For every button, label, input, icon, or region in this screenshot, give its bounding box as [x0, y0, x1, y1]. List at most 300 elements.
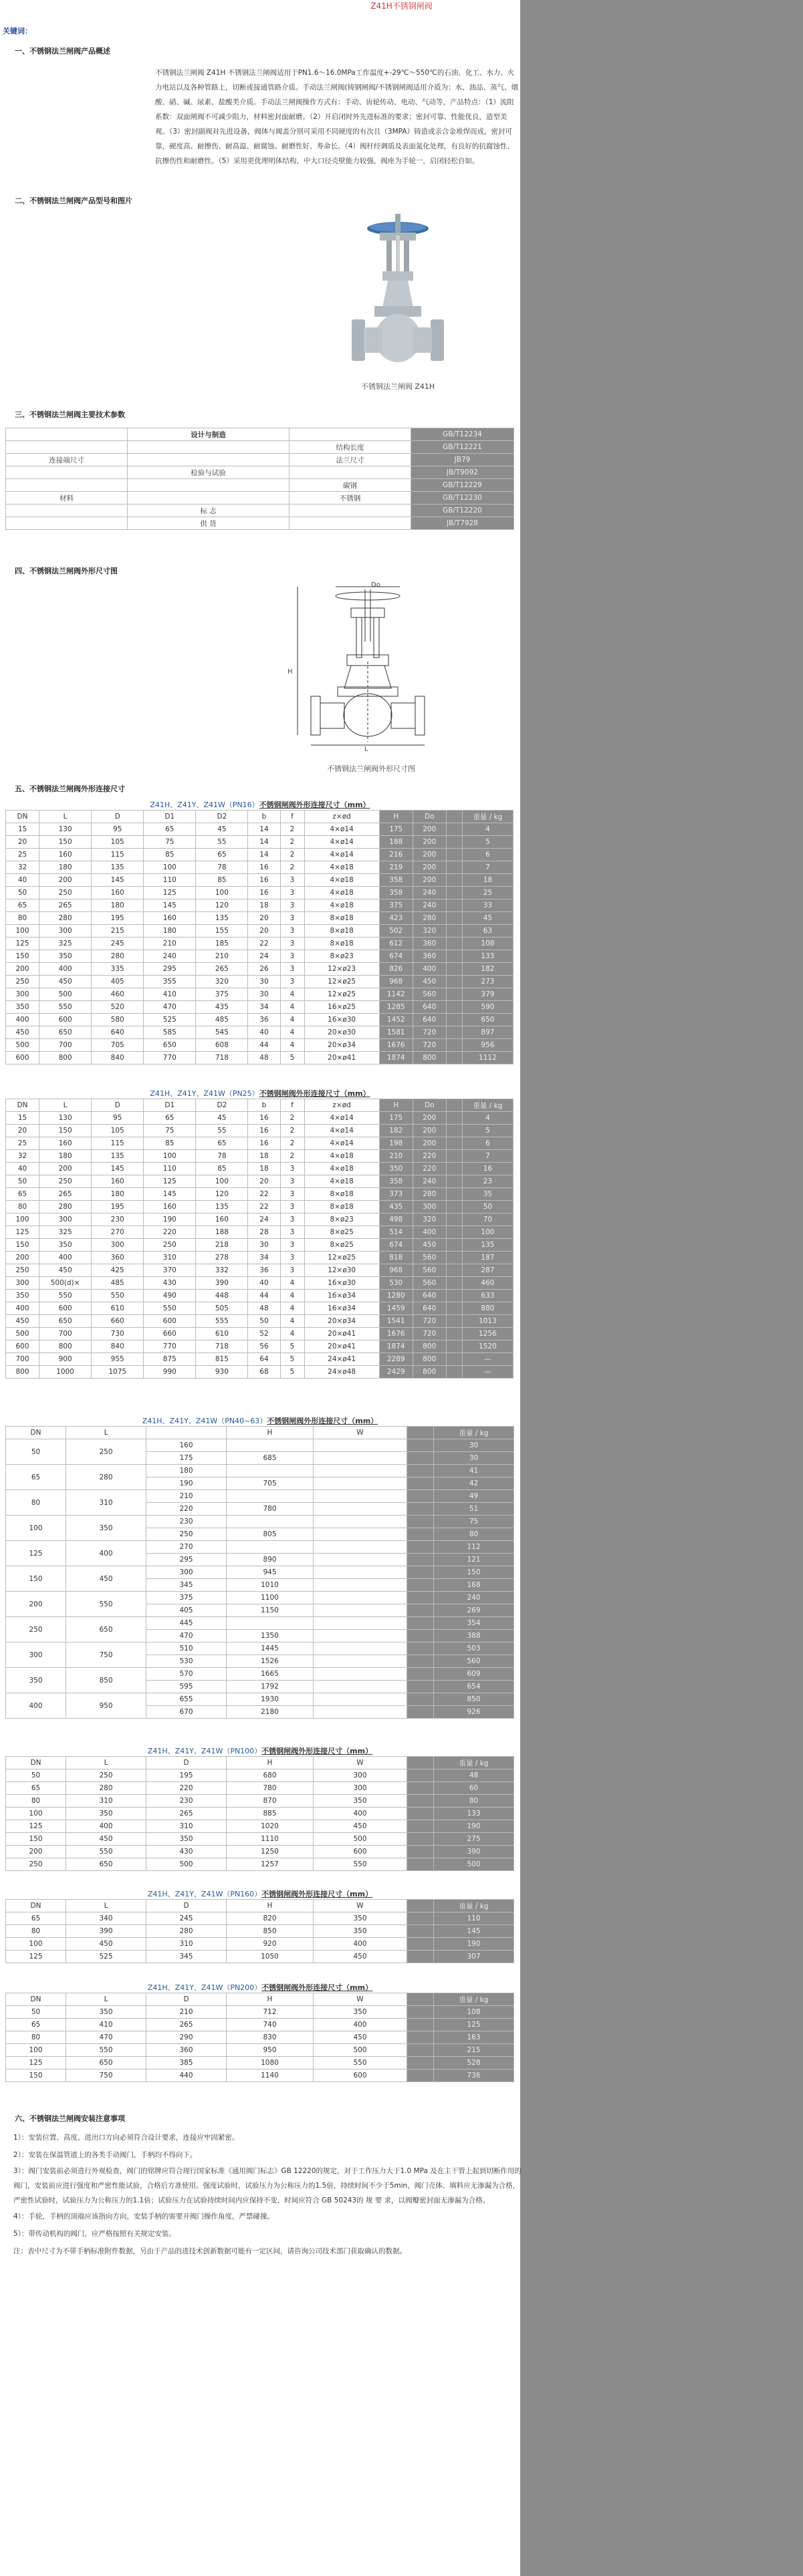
table-cell: 800: [413, 1366, 446, 1379]
table-row: [6, 1465, 514, 1477]
table-cell: H: [227, 1900, 314, 1912]
table-cell: 8×ø18: [304, 1201, 379, 1213]
table-cell: 44: [248, 1039, 280, 1052]
table-cell: 105: [92, 836, 144, 849]
table-cell: 200: [6, 1252, 39, 1264]
table-cell: 重量 / kg: [434, 1757, 514, 1769]
table-cell: 609: [434, 1668, 514, 1681]
table-cell: [407, 1951, 434, 1963]
table-cell: 360: [413, 938, 446, 950]
table-cell: 945: [227, 1566, 314, 1579]
table-cell: 56: [248, 1340, 280, 1353]
table-row: [6, 517, 514, 530]
table-row: [6, 938, 513, 950]
table-cell: 16: [248, 861, 280, 874]
table-cell: 358: [379, 1175, 413, 1188]
table-cell: DN: [6, 1900, 66, 1912]
table-row: [6, 1490, 514, 1503]
table-cell: 950: [66, 1693, 146, 1719]
table-cell: 163: [434, 2031, 514, 2044]
table-row: [6, 1026, 513, 1039]
table-cell: 360: [413, 950, 446, 963]
table-cell: 750: [66, 2069, 146, 2082]
table-cell: 75: [144, 1125, 196, 1137]
table-cell: 1050: [227, 1951, 314, 1963]
table-row: [6, 1039, 513, 1052]
table-cell: 300: [314, 1769, 407, 1782]
table-cell: L: [39, 811, 92, 823]
table-cell: [407, 1782, 434, 1795]
table-cell: 440: [146, 2069, 227, 2082]
table-cell: 35: [462, 1188, 513, 1201]
table-cell: 470: [146, 1630, 227, 1642]
table-cell: 1452: [379, 1014, 413, 1026]
table-cell: 400: [314, 2019, 407, 2031]
table-cell: 335: [92, 963, 144, 976]
table-cell: 80: [6, 1490, 66, 1516]
table-cell: 215: [92, 925, 144, 938]
table-cell: W: [314, 1757, 407, 1769]
table-row: [6, 466, 514, 479]
table-cell: 270: [92, 1226, 144, 1239]
table-cell: 60: [434, 1782, 514, 1795]
table-cell: 18: [248, 1150, 280, 1163]
table-cell: 770: [144, 1052, 196, 1064]
table-cell: GB/T12229: [411, 479, 514, 492]
table-cell: [407, 1566, 434, 1579]
table-cell: 100: [6, 1938, 66, 1951]
table-cell: 8×ø18: [304, 912, 379, 925]
table-cell: 300: [6, 1642, 66, 1668]
table-cell: 360: [146, 2044, 227, 2057]
table-cell: 150: [6, 950, 39, 963]
table-cell: 800: [413, 1353, 446, 1366]
table-cell: 550: [66, 1846, 146, 1858]
table-cell: 20: [248, 1175, 280, 1188]
keyword-label: 关键词：: [3, 27, 32, 35]
table-cell: 4: [462, 1112, 513, 1125]
table-cell: [446, 811, 462, 823]
table-cell: 1459: [379, 1302, 413, 1315]
table-cell: 160: [196, 1213, 248, 1226]
table-cell: 400: [413, 1226, 446, 1239]
table-cell: 4×ø14: [304, 1112, 379, 1125]
table-cell: [146, 1427, 227, 1439]
table-cell: 4: [280, 1328, 304, 1340]
table-cell: 300: [39, 1213, 92, 1226]
table-cell: 70: [462, 1213, 513, 1226]
table-cell: 1000: [39, 1366, 92, 1379]
table-cell: 125: [144, 1175, 196, 1188]
table-cell: 52: [248, 1328, 280, 1340]
table-cell: 重量 / kg: [462, 1099, 513, 1112]
table-cell: [446, 1252, 462, 1264]
table-cell: 200: [39, 1163, 92, 1175]
table-cell: 400: [413, 963, 446, 976]
table-cell: [407, 1938, 434, 1951]
table-cell: 50: [6, 1175, 39, 1188]
table-cell: 48: [248, 1302, 280, 1315]
table-cell: 390: [434, 1846, 514, 1858]
table-cell: 3: [280, 938, 304, 950]
table-cell: 210: [379, 1150, 413, 1163]
table-row: [6, 1328, 513, 1340]
table-cell: W: [314, 1900, 407, 1912]
table-cell: H: [227, 1993, 314, 2006]
table-cell: [314, 1655, 407, 1668]
table-cell: 400: [6, 1302, 39, 1315]
table-cell: 385: [146, 2057, 227, 2069]
table-cell: 110: [144, 874, 196, 887]
table-cell: 155: [196, 925, 248, 938]
table-cell: 650: [144, 1039, 196, 1052]
table-cell: f: [280, 811, 304, 823]
table-row: [6, 1052, 513, 1064]
table-cell: 65: [6, 1188, 39, 1201]
table-cell: 50: [6, 1439, 66, 1465]
table-row: [6, 1439, 514, 1452]
table-cell: 51: [434, 1503, 514, 1516]
table-cell: 530: [146, 1655, 227, 1668]
table-cell: [407, 1833, 434, 1846]
table-cell: 220: [144, 1226, 196, 1239]
table-cell: 2180: [227, 1706, 314, 1719]
table-cell: 175: [379, 823, 413, 836]
table-cell: 300: [92, 1239, 144, 1252]
table-cell: H: [227, 1427, 314, 1439]
table-cell: [446, 874, 462, 887]
table-cell: 3: [280, 1264, 304, 1277]
table-cell: 650: [66, 1617, 146, 1642]
table-cell: 4×ø18: [304, 874, 379, 887]
table-cell: 350: [314, 2006, 407, 2019]
right-gray-panel: [520, 0, 803, 2576]
table-cell: [446, 849, 462, 861]
table-cell: 20: [6, 1125, 39, 1137]
table-cell: 12×ø23: [304, 963, 379, 976]
table-cell: [446, 1277, 462, 1290]
table-cell: b: [248, 811, 280, 823]
table-cell: 3: [280, 899, 304, 912]
table-cell: 100: [6, 1808, 66, 1820]
table-cell: 730: [92, 1328, 144, 1340]
table-cell: [227, 1490, 314, 1503]
table-cell: 8×ø18: [304, 1188, 379, 1201]
table-cell: 633: [462, 1290, 513, 1302]
table-cell: 4×ø14: [304, 1137, 379, 1150]
table-cell: 815: [196, 1353, 248, 1366]
table-cell: GB/T12230: [411, 492, 514, 505]
table-cell: 40: [248, 1026, 280, 1039]
table-cell: Do: [413, 811, 446, 823]
table-cell: [407, 2006, 434, 2019]
table-cell: 310: [66, 1795, 146, 1808]
table-cell: 16×ø34: [304, 1290, 379, 1302]
table-cell: 736: [434, 2069, 514, 2082]
table-cell: 580: [92, 1014, 144, 1026]
table-cell: [407, 2031, 434, 2044]
table-cell: 80: [6, 1795, 66, 1808]
table-cell: 100: [6, 925, 39, 938]
install-notes: [13, 2129, 522, 2260]
table-cell: 125: [434, 2019, 514, 2031]
table-row: [6, 1668, 514, 1681]
table-cell: JB79: [411, 454, 514, 466]
table-cell: 650: [66, 1858, 146, 1871]
table-row: [6, 1938, 514, 1951]
table-cell: 430: [146, 1846, 227, 1858]
table-cell: 240: [413, 1175, 446, 1188]
table-cell: 16: [248, 1112, 280, 1125]
table-pn40: [5, 1426, 514, 1719]
table-row: [6, 963, 513, 976]
table-cell: 145: [434, 1925, 514, 1938]
table-cell: 2: [280, 823, 304, 836]
table-cell: [446, 1302, 462, 1315]
table-cell: 505: [196, 1302, 248, 1315]
table-cell: 100: [6, 1516, 66, 1541]
table-cell: 连接端尺寸: [6, 454, 128, 466]
table-cell: 4: [280, 1302, 304, 1315]
table-cell: 64: [248, 1353, 280, 1366]
table-cell: D2: [196, 811, 248, 823]
table-cell: 705: [92, 1039, 144, 1052]
table-cell: [446, 1188, 462, 1201]
table-cell: 1541: [379, 1315, 413, 1328]
table-cell: 1445: [227, 1642, 314, 1655]
table-cell: 800: [413, 1340, 446, 1353]
table-cell: 8×ø25: [304, 1239, 379, 1252]
table-row: [6, 1693, 514, 1706]
table-cell: 40: [248, 1277, 280, 1290]
table-cell: 188: [196, 1226, 248, 1239]
table-cell: 528: [434, 2057, 514, 2069]
table-cell: 250: [6, 976, 39, 988]
table-cell: [407, 1681, 434, 1693]
table-cell: GB/T12234: [411, 428, 514, 441]
table-cell: 325: [39, 938, 92, 950]
table-cell: 4×ø18: [304, 1175, 379, 1188]
table-cell: 670: [146, 1706, 227, 1719]
section-dimension-heading: 四、不锈钢法兰闸阀外形尺寸图: [15, 567, 118, 575]
table-row: [6, 1277, 513, 1290]
table-row: [6, 1951, 514, 1963]
table-cell: [314, 1693, 407, 1706]
table-cell: 25: [6, 849, 39, 861]
table-cell: 375: [379, 899, 413, 912]
table-cell: [128, 492, 290, 505]
table-cell: 530: [379, 1277, 413, 1290]
table-cell: 3: [280, 874, 304, 887]
table-cell: 740: [227, 2019, 314, 2031]
table-cell: 3: [280, 976, 304, 988]
table-cell: 108: [462, 938, 513, 950]
table-cell: —: [462, 1353, 513, 1366]
table-cell: 1874: [379, 1052, 413, 1064]
table-pn25-title: Z41H、Z41Y、Z41W（PN25）不锈钢闸阀外形连接尺寸（mm）: [150, 1089, 370, 1098]
dimension-caption: 不锈钢法兰闸阀外形尺寸图: [327, 764, 415, 773]
table-cell: 525: [144, 1014, 196, 1026]
table-row: [6, 2057, 514, 2069]
table-cell: [446, 1175, 462, 1188]
table-cell: 550: [314, 1858, 407, 1871]
table-cell: 2: [280, 836, 304, 849]
table-cell: 250: [39, 887, 92, 899]
table-cell: 350: [379, 1163, 413, 1175]
table-row: [6, 1617, 514, 1630]
table-cell: 150: [6, 1566, 66, 1592]
table-cell: [407, 1554, 434, 1566]
dim-label-l: L: [364, 746, 368, 753]
table-cell: 5: [462, 1125, 513, 1137]
table-cell: 45: [196, 1112, 248, 1125]
table-cell: 4: [280, 1039, 304, 1052]
table-cell: 200: [413, 836, 446, 849]
table-cell: 42: [434, 1477, 514, 1490]
table-cell: 550: [92, 1290, 144, 1302]
table-row: [6, 976, 513, 988]
table-cell: [446, 976, 462, 988]
table-cell: [227, 1439, 314, 1452]
table-cell: 24×ø41: [304, 1353, 379, 1366]
table-cell: 4×ø18: [304, 1163, 379, 1175]
table-cell: 818: [379, 1252, 413, 1264]
table-cell: f: [280, 1099, 304, 1112]
table-cell: 712: [227, 2006, 314, 2019]
section-install-heading: 六、不锈钢法兰闸阀安装注意事项: [15, 2114, 125, 2123]
table-cell: 920: [227, 1938, 314, 1951]
table-cell: 20×ø34: [304, 1039, 379, 1052]
table-cell: 22: [248, 1201, 280, 1213]
table-cell: 55: [196, 836, 248, 849]
table-cell: [446, 1264, 462, 1277]
table-cell: 278: [196, 1252, 248, 1264]
table-cell: 240: [144, 950, 196, 963]
table-cell: 110: [434, 1912, 514, 1925]
table-cell: [314, 1528, 407, 1541]
table-cell: [407, 1769, 434, 1782]
install-note: 3）：阀门安装前必须进行外观检查，阀门的铭牌应符合现行国家标准《通用阀门标志》GB 12220的规定，对于工作压力大于1.0 MPa 及在主干管上起到切断作用的阀门，安装前应进行强度和严密性能试验，合格后方准使用。强度试验时，试验压力为公称压力的1.5倍，持续时间不少于5min，阀门壳体、填料应无渗漏为合格，严密性试验时，试验压力为公称压力的1.1倍；试验压力在试验持续时间内应保持不变，时间应符合 GB 50243的 规 要 求，以阀瓣密封面无渗漏为合格。: [13, 2167, 522, 2204]
table-cell: 75: [144, 836, 196, 849]
table-cell: 16×ø30: [304, 1014, 379, 1026]
table-cell: [128, 454, 290, 466]
table-cell: 600: [39, 1014, 92, 1026]
table-cell: 545: [196, 1026, 248, 1039]
table-cell: [446, 1315, 462, 1328]
table-cell: 4×ø18: [304, 887, 379, 899]
table-cell: 320: [413, 1213, 446, 1226]
table-cell: 269: [434, 1604, 514, 1617]
table-cell: [314, 1465, 407, 1477]
table-cell: 160: [144, 912, 196, 925]
table-cell: [407, 1541, 434, 1554]
table-cell: 640: [413, 1001, 446, 1014]
table-cell: DN: [6, 1993, 66, 2006]
table-cell: [407, 1655, 434, 1668]
table-cell: 3: [280, 887, 304, 899]
table-cell: 180: [144, 925, 196, 938]
table-cell: 3: [280, 1239, 304, 1252]
table-cell: 600: [144, 1315, 196, 1328]
table-cell: 500: [314, 2044, 407, 2057]
table-cell: 145: [144, 1188, 196, 1201]
table-cell: [227, 1465, 314, 1477]
table-cell: 108: [434, 2006, 514, 2019]
table-cell: 770: [144, 1340, 196, 1353]
table-cell: [446, 963, 462, 976]
table-cell: L: [66, 1900, 146, 1912]
table-cell: W: [314, 1427, 407, 1439]
table-cell: JB/T9092: [411, 466, 514, 479]
table-cell: 460: [92, 988, 144, 1001]
table-cell: 1140: [227, 2069, 314, 2082]
table-cell: [290, 428, 411, 441]
table-row: [6, 1846, 514, 1858]
table-cell: 250: [66, 1769, 146, 1782]
table-cell: 560: [413, 988, 446, 1001]
table-cell: 130: [39, 1112, 92, 1125]
table-cell: 350: [39, 950, 92, 963]
table-cell: 115: [92, 1137, 144, 1150]
table-cell: 3: [280, 963, 304, 976]
table-cell: 3: [280, 925, 304, 938]
table-cell: 5: [280, 1052, 304, 1064]
table-cell: 890: [227, 1554, 314, 1566]
table-row: [6, 1353, 513, 1366]
table-cell: 968: [379, 976, 413, 988]
table-cell: 190: [144, 1213, 196, 1226]
table-cell: 4: [280, 1026, 304, 1039]
table-cell: 400: [66, 1820, 146, 1833]
table-cell: 188: [379, 836, 413, 849]
table-row: [6, 2044, 514, 2057]
table-cell: [446, 1052, 462, 1064]
table-cell: 75: [434, 1516, 514, 1528]
table-cell: 295: [144, 963, 196, 976]
table-cell: 230: [146, 1795, 227, 1808]
table-cell: 250: [39, 1175, 92, 1188]
table-cell: 1676: [379, 1039, 413, 1052]
table-cell: 450: [66, 1566, 146, 1592]
table-cell: 100: [196, 1175, 248, 1188]
table-cell: [407, 2044, 434, 2057]
table-cell: [407, 1592, 434, 1604]
table-cell: 105: [92, 1125, 144, 1137]
table-cell: 1581: [379, 1026, 413, 1039]
table-cell: 600: [6, 1340, 39, 1353]
table-row: [6, 1566, 514, 1579]
table-cell: 968: [379, 1264, 413, 1277]
table-cell: 45: [462, 912, 513, 925]
table-cell: 250: [66, 1439, 146, 1465]
table-cell: 95: [92, 1112, 144, 1125]
table-cell: [446, 1026, 462, 1039]
table-cell: 20×ø30: [304, 1026, 379, 1039]
table-cell: 供 货: [128, 517, 290, 530]
table-cell: b: [248, 1099, 280, 1112]
table-cell: 685: [227, 1452, 314, 1465]
table-cell: 660: [92, 1315, 144, 1328]
table-cell: [6, 517, 128, 530]
table-cell: 100: [144, 861, 196, 874]
table-cell: 310: [146, 1820, 227, 1833]
table-cell: 826: [379, 963, 413, 976]
table-cell: 3: [280, 912, 304, 925]
table-cell: 400: [6, 1014, 39, 1026]
table-cell: 16: [248, 1137, 280, 1150]
table-row: [6, 1163, 513, 1175]
table-cell: DN: [6, 1757, 66, 1769]
